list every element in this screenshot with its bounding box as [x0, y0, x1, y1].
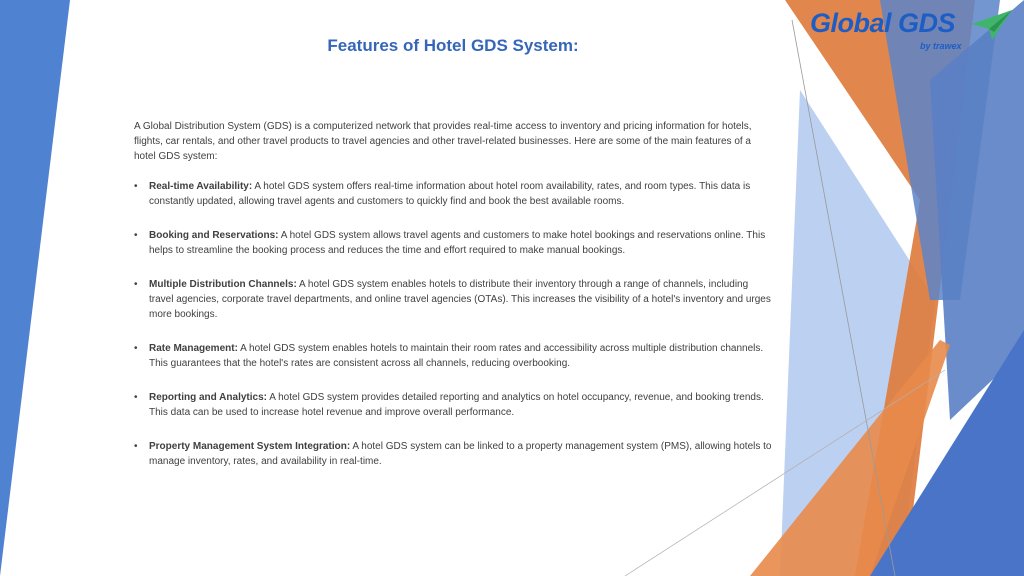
intro-paragraph: A Global Distribution System (GDS) is a computerized network that provides real-time access to inventory and pricing information for hotels, flights, car rentals, and other travel products to travel agencies and other travel-related businesses. Here are some of the main features of a hotel GDS system: — [134, 121, 752, 162]
feature-item — [134, 341, 774, 371]
left-blue-panel — [0, 0, 70, 576]
feature-text: A hotel GDS system provides detailed reporting and analytics on hotel occupancy, revenue, and booking trends. This data can be used to increase hotel revenue and improve overall performance. — [149, 392, 764, 418]
slide-content — [134, 119, 774, 488]
bullet: • — [134, 181, 138, 192]
feature-item — [134, 179, 774, 209]
logo-tagline: by trawex — [920, 41, 962, 51]
feature-item — [134, 439, 774, 469]
feature-item — [134, 277, 774, 322]
feature-text: A hotel GDS system can be linked to a property management system (PMS), allowing hotels to manage inventory, rates, and availability in real-time. — [149, 441, 772, 467]
feature-name: Real-time Availability: — [149, 181, 253, 192]
feature-name: Reporting and Analytics: — [149, 392, 267, 403]
paper-plane-icon — [972, 8, 1014, 42]
bullet: • — [134, 441, 138, 452]
feature-text: A hotel GDS system allows travel agents and customers to make hotel bookings and reservations online. This helps to streamline the booking process and reduces the time and effort required to make manual bookings. — [149, 230, 766, 256]
feature-item — [134, 390, 774, 420]
bullet: • — [134, 279, 138, 290]
feature-name: Booking and Reservations: — [149, 230, 279, 241]
bullet: • — [134, 392, 138, 403]
bullet: • — [134, 343, 138, 354]
bullet: • — [134, 230, 138, 241]
feature-item — [134, 228, 774, 258]
logo-name: Global GDS — [810, 8, 956, 38]
feature-name: Property Management System Integration: — [149, 441, 351, 452]
feature-list — [134, 179, 774, 469]
feature-name: Multiple Distribution Channels: — [149, 279, 297, 290]
feature-text: A hotel GDS system offers real-time information about hotel room availability, rates, and room types. This data is constantly updated, allowing travel agents and customers to quickly find and book the best available rooms. — [149, 181, 751, 207]
slide-title: Features of Hotel GDS System: — [327, 36, 579, 55]
feature-text: A hotel GDS system enables hotels to maintain their room rates and accessibility across multiple distribution channels. This guarantees that the hotel's rates are consistent across all channels, reducing overbooking. — [149, 343, 764, 369]
feature-text: A hotel GDS system enables hotels to distribute their inventory through a range of channels, including travel agencies, corporate travel departments, and online travel agencies (OTAs). This increases the visibility of a hotel's inventory and urges more bookings. — [149, 279, 771, 320]
feature-name: Rate Management: — [149, 343, 238, 354]
